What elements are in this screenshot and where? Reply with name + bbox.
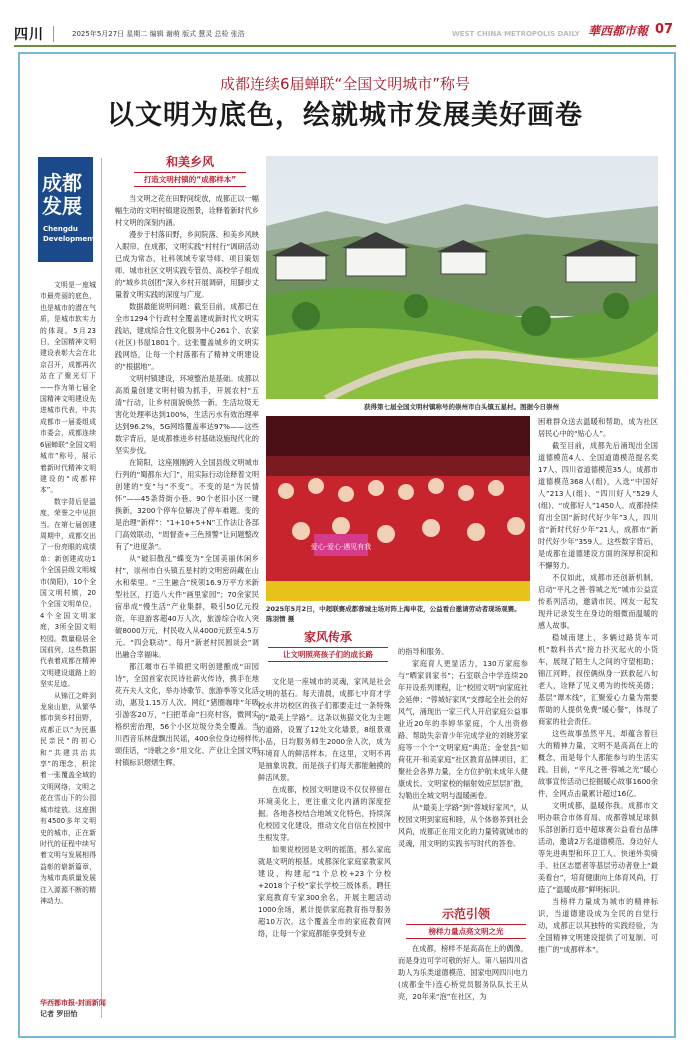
body-column-3r-b bbox=[398, 943, 528, 1028]
section-title: 示范引领 bbox=[441, 907, 490, 921]
body-para: 的指导和服务。 bbox=[398, 647, 449, 656]
column-badge-en2: Development bbox=[43, 235, 96, 243]
section-subtitle: 让文明照亮孩子们的成长路 bbox=[268, 647, 388, 662]
body-column-4 bbox=[538, 416, 658, 1028]
body-para: 都江堰市石羊镇把文明创建酿成“田园诗”，全国首家农民诗社薪火传诗，携手在地花卉夫人文化，举办诗歌节、旅游季等文化活动，惠及1.15万人次。网红“猪圈咖啡”年吸引游客20万，“扫把革命”扫亮村容，微网实格织密治理，56个小区垃圾分类全覆盖。当川西音乐林盘飘出民谣，400余位身边榜样传颂佳话，“诗歌之乡”用文化、产业让全国文明村镇标识熠熠生辉。 bbox=[115, 662, 259, 767]
article-kicker: 成都连续6届蝉联“全国文明城市”称号 bbox=[219, 75, 471, 93]
body-para: 文化是一座城市的灵魂，家风是社会文明的基石。每天清晨，成都七中育才学校水井坊校区的孩子们都要走过一条特殊的“最美上学路”。这条以焦猫文化为主题的道路，设置了12处文化墙景，8组景观小品，日均服务师生2000余人次，成为环境育人的鲜活样本。在这里，文明不再是抽象说教，而是孩子们每天都能触摸的鲜活风景。 bbox=[258, 677, 391, 782]
body-column-3l bbox=[258, 676, 391, 1026]
body-para: 在简阳，这座刚刚跨入全国县级文明城市行列的“蜀都东大门”，用实际行动诠释着文明创建的“变”与“不变”。不变的是“为民情怀”——45条背街小巷、90个老旧小区一键换新，3200个停车位解决了停车难题。变的是治理“新样”：“1+10+5+N”工作法让各部门高效联动，“周督查+三色预警”让问题整改有了“进度条”。 bbox=[115, 458, 259, 551]
section-heading-2 bbox=[268, 628, 388, 662]
body-column-2 bbox=[115, 193, 259, 1023]
body-para: 数据最能说明问题：截至目前，成都已在全市1294个行政村全覆盖建成新时代文明实践站，建成综合性文化服务中心261个、农家(社区)书屋1801个。这张覆盖城乡的文明实践网络，让每一个村落都有了精神文明建设的“根据地”。 bbox=[115, 302, 259, 371]
column-badge-en1: Chengdu bbox=[43, 225, 78, 233]
body-para: 从“最美上学路”到“蓉城好家风”，从校园文明到家庭和睦，从个体修养到社会风尚，成都正在用文化的力量铸就城市的灵魂，用文明的实践书写时代的答卷。 bbox=[398, 803, 528, 848]
village-photo-caption: 获得第七届全国文明村镇称号的崇州市白头镇五星村。图据今日崇州 bbox=[364, 403, 559, 411]
column-badge-title: 成都发展 bbox=[42, 171, 82, 218]
intro-para: 文明是一座城市最亮丽的底色，也是城市的潜在气质，是城市软实力的体现。5月23日，全国精神文明建设表彰大会在北京召开，成都再次站在了聚光灯下——作为第七届全国精神文明建设先进城市代表，中共成都市一届委组成市委会，成都连续6届蝉联“全国文明城市”称号，展示着新时代精神文明建设的“成都样本”。 bbox=[40, 281, 96, 495]
page-number: 07 bbox=[655, 22, 674, 37]
body-column-3r bbox=[398, 646, 528, 891]
body-para: 稳城南建上，多辆过路货车司机“数料书式”接力扑灭起火的小货车，展现了陌生人之间的守望相助；锦江河畔，叔侄俩纵身一跃救起八旬老人，诠释了见义勇为的传统美德；基层“谭木线”，汇聚爱心力量为需要帮助的人提供免费“暖心餐”，体现了商家的社会责任。 bbox=[538, 633, 658, 726]
issue-meta: 2025年5月27日 星期二 编辑 谢萌 版式 慧灵 总检 张浩 bbox=[72, 30, 245, 38]
section-subtitle: 打造文明村镇的“成都样本” bbox=[134, 172, 246, 187]
section-heading-3 bbox=[406, 905, 526, 939]
section-subtitle: 榜样力量点亮文明之光 bbox=[406, 924, 526, 939]
stadium-photo bbox=[266, 416, 530, 601]
stadium-photo-caption: 2025年5月2日，中超联赛成都蓉城主场对阵上海申花，公益看台邀请劳动者现场观赛。 陈羽情 摄 bbox=[266, 605, 521, 623]
intro-column bbox=[40, 280, 96, 970]
body-para: 从“破旧散乱”蝶变为“全国美丽休闲乡村”，崇州市白头镇五星村的文明密码藏在山水和柴里。“三生融合”统领16.9万平方米新型社区，打造八大件“画里家园”；70余家民宿串成“慢生活”产业集群，吸引50亿元投资，年迎游客超40万人次，旅游综合收入突破8000万元，村民收入从4000元跃至4.5万元。“四会联动”、每月“新老村民圆谈会”调出融合幸福味。 bbox=[115, 554, 259, 659]
body-para: 文明成都，温暖你我。成都市文明办联合市体育局、成都蓉城足球俱乐部创新打造中超球赛公益看台品牌活动，邀请2万名道德模范、身边好人等先进典型和环卫工人、快递外卖骑手、社区志愿者等基层劳动者登上“最美看台”，培育健康向上体育风尚，打造了“温暖成都”鲜明标识。 bbox=[538, 801, 658, 894]
body-para: 当榜样力量成为城市的精神标识，当道德建设成为全民的自觉行动，成都正以其独特的实践经验，为全国精神文明建设提供了可复制、可推广的“成都样本”。 bbox=[538, 897, 658, 954]
brand-logo: 華西都市報 bbox=[588, 24, 649, 38]
body-para: 文明村镇建设，环境整治是基础。成都以高质量创建文明村镇为抓手，开展农村“五清”行动，让乡村面貌焕然一新。生活垃圾无害化处理率达到100%，生活污水有效治理率达到96.2%，5G网络覆盖率达97%——这些数字背后，是成都推进乡村基础设施现代化的坚实步伐。 bbox=[115, 374, 259, 455]
body-para: 如果说校园是文明的摇篮，那么家庭就是文明的根基。成都深化家庭家教家风建设，构建起“1个总校+23个分校+2018个子校”家长学校三级体系，聘任家庭教育专家300余名，开展主题活动1000余场，累计提供家庭教育指导服务超10万次。这个覆盖全市的家庭教育网络，让每一个家庭都能享受到专业 bbox=[258, 845, 391, 938]
header-rule bbox=[14, 45, 676, 47]
body-para: 困难群众送去温暖和帮助，成为社区居民心中的“贴心人”。 bbox=[538, 417, 658, 438]
article-headline: 以文明为底色，绘就城市发展美好画卷 bbox=[107, 100, 583, 131]
body-para: 当文明之花在田野间绽放，成都正以一幅幅生动的文明村镇建设图景，诠释着新时代乡村文明的深刻内涵。 bbox=[115, 194, 259, 227]
body-para: 在成都，榜样不是高高在上的偶像，而是身边可学可敬的好人。第八届四川省助人为乐类道德模范、国家电网四川电力(成都金牛)连心桥党员服务队队长王从亮，20年来“泡”在社区，为 bbox=[398, 944, 528, 1001]
byline-reporter: 记者 罗田怡 bbox=[40, 1010, 78, 1018]
stadium-banner: 爱心·爱心·遇见有我 bbox=[310, 543, 372, 551]
intro-para: 从锦江之畔到龙泉山旅，从繁华都市到乡村田野，成都正以“为民惠民亲民”的初心和“共建共治共享”的理念，积淀着一张覆盖全域的文明网络，文明之花在雪山下的公园城市绽放。这座拥有4500多年文明史的城市，正在新时代的征程中续写着文明与发展相得益彰的崭新篇章，为城市高质量发展注入源源不断的精神动力。 bbox=[40, 691, 96, 905]
section-title: 和美乡风 bbox=[165, 155, 214, 169]
byline-outlet: 华西都市报-封面新闻 bbox=[40, 999, 106, 1007]
body-para: 在成都，校园文明建设不仅仅停留在环境美化上，更注重文化内涵的深度挖掘。各地各校结合地域文化特色，持续深化校园文化建设，推动文化自信在校园中生根发芽。 bbox=[258, 785, 391, 842]
section-name: 四川 bbox=[14, 24, 44, 44]
section-heading-1 bbox=[134, 153, 246, 187]
edition-label: WEST CHINA METROPOLIS DAILY bbox=[452, 30, 580, 38]
column-badge bbox=[38, 157, 96, 262]
body-para: 截至目前，成都先后涌现出全国道德模范4人、全国道德模范提名奖17人、四川省道德模范35人，成都市道德模范368人(组)，入选“中国好人”213人(组)、“四川好人”529人(组)、“成都好人”1450人。成都持续育出全国“新时代好少年”3人，四川省“新时代好少年”21人，成都市“新时代好少年”359人。这些数字背后，是成都在道德建设方面的深厚积淀和不懈努力。 bbox=[538, 441, 658, 570]
body-para: 这些故事虽然平凡，却蕴含着巨大的精神力量，文明不是高高在上的概念，而是每个人都能参与的生活实践。目前，“平凡之善·蓉城之光”暖心故事宣传活动已挖掘暖心故事1600余件，全网点击量累计超过16亿。 bbox=[538, 729, 658, 798]
column-divider bbox=[101, 158, 102, 1018]
page-header bbox=[0, 0, 690, 50]
byline bbox=[40, 998, 120, 1020]
section-title: 家风传承 bbox=[303, 630, 352, 644]
body-para: 漫步于村落田野，乡间院落、和美乡风映入眼帘。在成都，文明实践“村村行”调研活动已成为常态，社科领域专家导师、项目策划师、城市社区文明实践专管员、高校学子组成的“城乡共创团”深入乡村开展调研，用脚步丈量着文明实践的深度与广度。 bbox=[115, 230, 259, 299]
body-para: 不仅如此，成都市还创新机制，启动“平凡之善·蓉城之光”城市公益宣传系列活动，邀请市民、网友一起发现并记录发生在身边的细微而温暖的感人故事。 bbox=[538, 573, 658, 630]
body-para: 家庭育人更显活力，130万家庭参与“晒家训家书”；石室联合中学连续20年开设系列课程，让“校园文明”向家庭社会延伸；“蓉城好家风”支撑起全社会的好风气，涌现出一家三代人开启家庭公益事业近20年的李婷华家庭，个人出资修路、帮助失亲青少年完成学业的刘晓芳家庭等一个个“文明家庭”典范；金堂县“知荷花开·和美家庭”社区教育品牌项目，汇聚社会各界力量，全方位护航未成年人健康成长。文明家校的辐射效应层层扩散，勾勒出全城文明与温暖画卷。 bbox=[398, 659, 528, 800]
intro-para: 数字背后是温度，荣誉之中见担当。在第七届创建周期中，成都交出了一份亮眼的成绩单：新创建成功1个全国县级文明城市(简阳)，10个全国文明村镇，20个全国文明单位，4个全国文明家庭，3所全国文明校园。数量稳居全国前列，这些数据代表着成都在精神文明建设道路上的坚实足迹。 bbox=[40, 497, 96, 689]
village-photo bbox=[266, 156, 658, 399]
